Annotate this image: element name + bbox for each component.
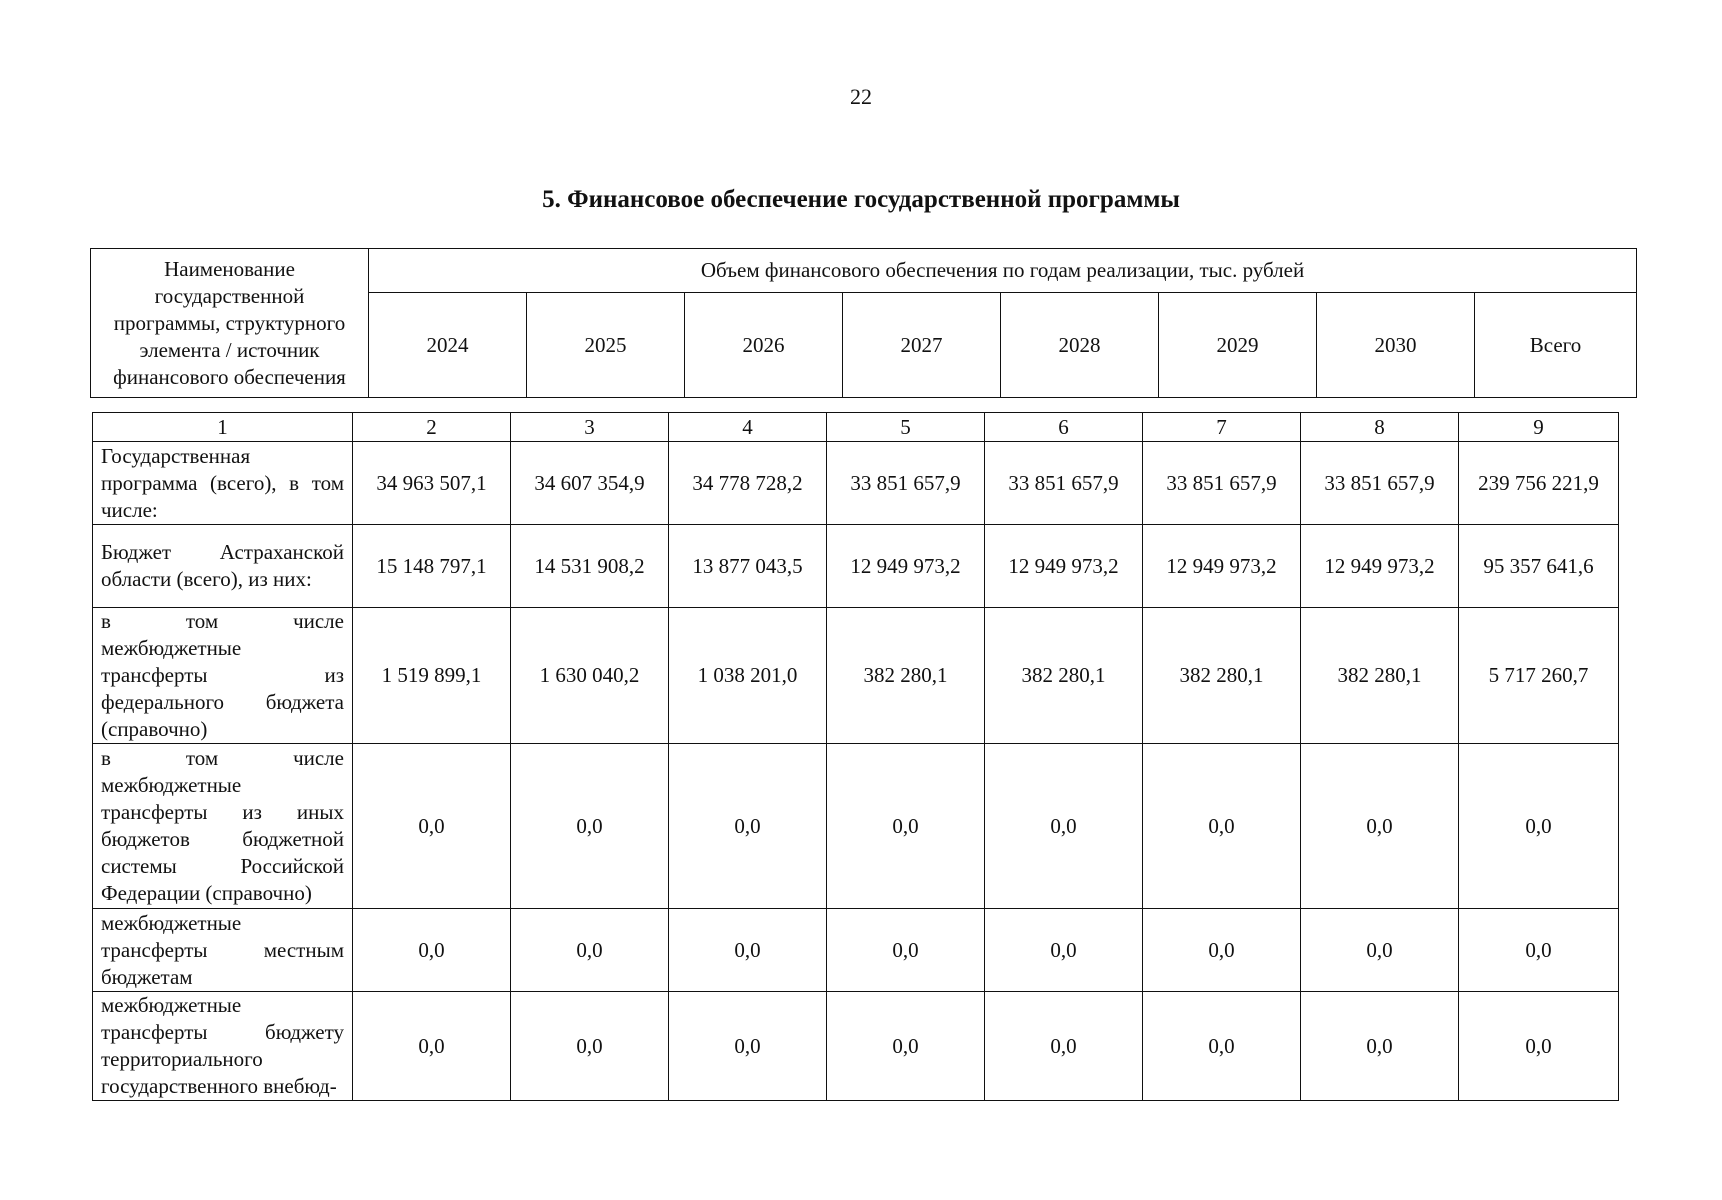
row-label [93, 608, 353, 744]
table-cell: 0,0 [1143, 909, 1301, 992]
table-cell: 34 607 354,9 [511, 442, 669, 525]
table-cell: 0,0 [1301, 909, 1459, 992]
table-cell-total: 0,0 [1459, 744, 1619, 909]
row-label-text: межбюджетные трансферты бюджету территориального государственного внебюд- [101, 993, 344, 1098]
table-cell: 0,0 [827, 992, 985, 1101]
column-number: 2 [353, 413, 511, 442]
table-cell: 0,0 [1143, 992, 1301, 1101]
table-cell: 33 851 657,9 [1301, 442, 1459, 525]
table-row [93, 744, 1619, 909]
table-cell: 0,0 [511, 744, 669, 909]
column-number: 1 [93, 413, 353, 442]
table-cell: 1 038 201,0 [669, 608, 827, 744]
table-cell: 33 851 657,9 [1143, 442, 1301, 525]
table-cell: 33 851 657,9 [985, 442, 1143, 525]
row-label-text: Бюджет Астраханской области (всего), из них: [101, 540, 344, 591]
table-row [93, 992, 1619, 1101]
table-cell: 0,0 [669, 909, 827, 992]
column-number: 7 [1143, 413, 1301, 442]
header-group-label: Объем финансового обеспечения по годам реализации, тыс. рублей [369, 249, 1637, 293]
column-number: 6 [985, 413, 1143, 442]
column-number: 4 [669, 413, 827, 442]
table-cell: 14 531 908,2 [511, 525, 669, 608]
row-label-text: межбюджетные трансферты местным бюджетам [101, 910, 344, 989]
table-cell: 0,0 [985, 909, 1143, 992]
column-number-row [93, 413, 1619, 442]
table-cell: 0,0 [669, 992, 827, 1101]
row-label [93, 442, 353, 525]
table-cell: 13 877 043,5 [669, 525, 827, 608]
section-title: 5. Финансовое обеспечение государственной программы [542, 186, 1180, 213]
table-cell: 12 949 973,2 [827, 525, 985, 608]
column-number: 5 [827, 413, 985, 442]
table-cell: 0,0 [669, 744, 827, 909]
financing-table [92, 412, 1619, 1101]
header-year: 2026 [685, 293, 843, 398]
table-row [93, 608, 1619, 744]
table-cell: 0,0 [827, 909, 985, 992]
table-row [93, 909, 1619, 992]
row-label [93, 992, 353, 1101]
row-label [93, 909, 353, 992]
table-cell: 0,0 [985, 992, 1143, 1101]
table-cell-total: 0,0 [1459, 909, 1619, 992]
table-cell-total: 5 717 260,7 [1459, 608, 1619, 744]
table-cell: 12 949 973,2 [985, 525, 1143, 608]
header-total: Всего [1475, 293, 1637, 398]
table-cell: 0,0 [511, 909, 669, 992]
row-label-text: Государственная программа (всего), в том числе: [101, 443, 344, 522]
table-cell: 34 778 728,2 [669, 442, 827, 525]
column-number: 9 [1459, 413, 1619, 442]
table-cell: 0,0 [1143, 744, 1301, 909]
table-cell: 382 280,1 [1301, 608, 1459, 744]
table-cell: 33 851 657,9 [827, 442, 985, 525]
table-header [90, 248, 1637, 398]
table-cell: 0,0 [353, 992, 511, 1101]
table-cell: 382 280,1 [1143, 608, 1301, 744]
page-number: 22 [850, 84, 872, 109]
header-name-column: Наименование государственной программы, структурного элемента / источник финансового обеспечения [91, 249, 369, 398]
table-cell-total: 95 357 641,6 [1459, 525, 1619, 608]
header-year: 2028 [1001, 293, 1159, 398]
row-label [93, 744, 353, 909]
column-number: 3 [511, 413, 669, 442]
table-cell: 0,0 [985, 744, 1143, 909]
table-row [93, 525, 1619, 608]
table-cell: 0,0 [827, 744, 985, 909]
table-cell: 0,0 [511, 992, 669, 1101]
header-year: 2029 [1159, 293, 1317, 398]
header-year: 2024 [369, 293, 527, 398]
header-year: 2030 [1317, 293, 1475, 398]
row-label [93, 525, 353, 608]
table-cell-total: 0,0 [1459, 992, 1619, 1101]
table-cell: 34 963 507,1 [353, 442, 511, 525]
table-cell: 382 280,1 [827, 608, 985, 744]
table-cell: 12 949 973,2 [1301, 525, 1459, 608]
row-label-text: в том числе межбюджетные трансферты из иных бюджетов бюджетной системы Российской Федерации (справочно) [101, 746, 344, 905]
table-cell: 15 148 797,1 [353, 525, 511, 608]
table-cell: 382 280,1 [985, 608, 1143, 744]
table-cell: 0,0 [353, 909, 511, 992]
table-cell-total: 239 756 221,9 [1459, 442, 1619, 525]
table-cell: 0,0 [1301, 992, 1459, 1101]
row-label-text: в том числе межбюджетные трансферты из федерального бюджета (справочно) [101, 609, 344, 741]
table-cell: 12 949 973,2 [1143, 525, 1301, 608]
table-cell: 0,0 [353, 744, 511, 909]
table-row [93, 442, 1619, 525]
header-year: 2025 [527, 293, 685, 398]
column-number: 8 [1301, 413, 1459, 442]
table-cell: 1 630 040,2 [511, 608, 669, 744]
header-year: 2027 [843, 293, 1001, 398]
table-cell: 1 519 899,1 [353, 608, 511, 744]
table-cell: 0,0 [1301, 744, 1459, 909]
